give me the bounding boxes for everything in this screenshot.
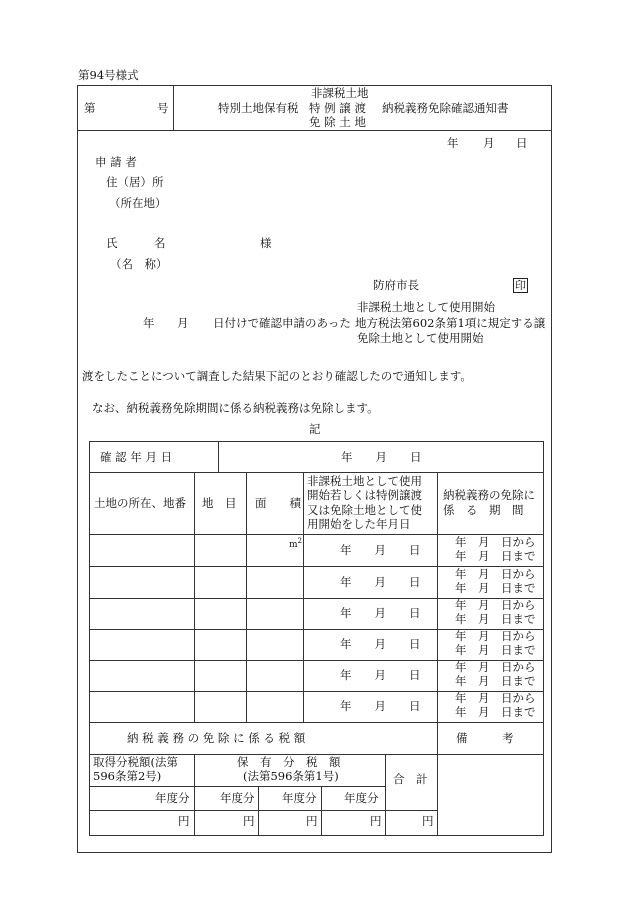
row-4-period-from: 年 月 日から bbox=[455, 629, 536, 643]
header-stack-3: 免 除 土 地 bbox=[309, 115, 366, 129]
row-5-period-from: 年 月 日から bbox=[455, 660, 536, 674]
header-go: 号 bbox=[157, 101, 169, 115]
remarks-header: 備 考 bbox=[456, 731, 514, 745]
confirm-date-value: 年 月 日 bbox=[341, 450, 422, 464]
yen-1: 円 bbox=[178, 814, 190, 828]
col-start-3: 又は免除土地として使 bbox=[307, 503, 422, 517]
body-stack-mid: 地方税法第602条第1項に規定する譲 bbox=[355, 316, 546, 330]
table-vline bbox=[385, 754, 386, 836]
col-start-4: 用開始をした年月日 bbox=[307, 517, 411, 531]
row-1-date: 年 月 日 bbox=[340, 543, 421, 557]
table-vline bbox=[246, 472, 247, 722]
yen-3: 円 bbox=[306, 814, 318, 828]
row-3-period-from: 年 月 日から bbox=[455, 598, 536, 612]
applicant-name-label-2: 名 bbox=[154, 236, 166, 250]
applicant-sama: 様 bbox=[260, 236, 272, 250]
acquisition-tax-label-1: 取得分税額(法第 bbox=[93, 755, 178, 769]
table-vline bbox=[218, 441, 219, 472]
holding-tax-label-2: (法第596条第1号) bbox=[243, 769, 339, 783]
row-5-date: 年 月 日 bbox=[340, 668, 421, 682]
table-vline bbox=[258, 786, 259, 836]
row-1-period-from: 年 月 日から bbox=[455, 535, 536, 549]
table-vline bbox=[437, 722, 438, 836]
body-year: 年 bbox=[143, 316, 155, 330]
table-vline bbox=[321, 786, 322, 836]
applicant-name-label-1: 氏 bbox=[106, 236, 118, 250]
acquisition-tax-label-2: 596条第2号) bbox=[93, 769, 162, 783]
body-stack-3: 免除土地として使用開始 bbox=[357, 331, 484, 345]
col-location: 土地の所在、地番 bbox=[94, 496, 186, 510]
applicant-address-label: 住（居）所 bbox=[106, 175, 164, 189]
body-clause-pre: 日付けで確認申請のあった bbox=[213, 316, 351, 330]
body-stack-1: 非課税土地として使用開始 bbox=[357, 300, 495, 314]
header-dai: 第 bbox=[84, 101, 96, 115]
applicant-heading: 申 請 者 bbox=[95, 155, 137, 169]
row-5-period-to: 年 月 日まで bbox=[455, 674, 536, 688]
header-bottom-line bbox=[77, 130, 552, 131]
row-6-period-from: 年 月 日から bbox=[455, 691, 536, 705]
body-month: 月 bbox=[177, 316, 189, 330]
yen-5: 円 bbox=[422, 814, 434, 828]
issuer-name: 防府市長 bbox=[373, 278, 419, 292]
col-start-1: 非課税土地として使用 bbox=[307, 474, 422, 488]
total-label: 合 計 bbox=[393, 772, 428, 786]
fiscal-year-2: 年度分 bbox=[220, 791, 255, 805]
date-year: 年 bbox=[447, 136, 459, 150]
tax-header: 納 税 義 務 の 免 除 に 係 る 税 額 bbox=[127, 731, 306, 745]
header-stack-2: 特 例 譲 渡 bbox=[309, 101, 366, 115]
table-hline bbox=[89, 472, 544, 473]
row-3-date: 年 月 日 bbox=[340, 606, 421, 620]
form-number: 第94号様式 bbox=[78, 68, 139, 82]
table-hline bbox=[89, 722, 544, 723]
col-chimoku: 地 目 bbox=[202, 496, 237, 510]
row-4-period-to: 年 月 日まで bbox=[455, 643, 536, 657]
date-month: 月 bbox=[483, 136, 495, 150]
row-6-date: 年 月 日 bbox=[340, 699, 421, 713]
col-area: 面 積 bbox=[255, 496, 301, 510]
holding-tax-label-1: 保 有 分 税 額 bbox=[237, 755, 341, 769]
table-vline bbox=[194, 472, 195, 722]
col-start-2: 開始若しくは特例譲渡 bbox=[307, 488, 422, 502]
header-doc-title: 納税義務免除確認通知書 bbox=[382, 101, 509, 115]
seal-mark: 印 bbox=[515, 279, 526, 292]
row-2-period-from: 年 月 日から bbox=[455, 567, 536, 581]
area-unit: $m^2$ bbox=[289, 537, 303, 550]
col-period-2: 係 る 期 間 bbox=[443, 503, 524, 517]
row-6-period-to: 年 月 日まで bbox=[455, 705, 536, 719]
table-vline bbox=[437, 472, 438, 722]
yen-4: 円 bbox=[370, 814, 382, 828]
row-4-date: 年 月 日 bbox=[340, 637, 421, 651]
table-vline bbox=[194, 754, 195, 836]
applicant-location-label: （所在地） bbox=[109, 196, 167, 210]
row-2-date: 年 月 日 bbox=[340, 575, 421, 589]
table-hline bbox=[89, 786, 385, 787]
date-day: 日 bbox=[516, 136, 528, 150]
col-period-1: 納税義務の免除に bbox=[443, 488, 535, 502]
ki-label: 記 bbox=[309, 422, 321, 436]
fiscal-year-1: 年度分 bbox=[155, 791, 190, 805]
header-divider bbox=[173, 85, 174, 130]
row-1-period-to: 年 月 日まで bbox=[455, 549, 536, 563]
applicant-corp-name-label: （名 称） bbox=[110, 257, 168, 271]
header-tax-name: 特別土地保有税 bbox=[218, 101, 299, 115]
row-2-period-to: 年 月 日まで bbox=[455, 581, 536, 595]
fiscal-year-3: 年度分 bbox=[282, 791, 317, 805]
row-3-period-to: 年 月 日まで bbox=[455, 612, 536, 626]
body-line-2: 渡をしたことについて調査した結果下記のとおり確認したので通知します。 bbox=[82, 369, 472, 383]
fiscal-year-4: 年度分 bbox=[344, 791, 379, 805]
table-vline bbox=[303, 472, 304, 722]
confirm-date-label: 確 認 年 月 日 bbox=[100, 450, 173, 464]
yen-2: 円 bbox=[243, 814, 255, 828]
header-stack-1: 非課税土地 bbox=[311, 86, 369, 100]
body-line-3: なお、納税義務免除期間に係る納税義務は免除します。 bbox=[92, 401, 379, 415]
